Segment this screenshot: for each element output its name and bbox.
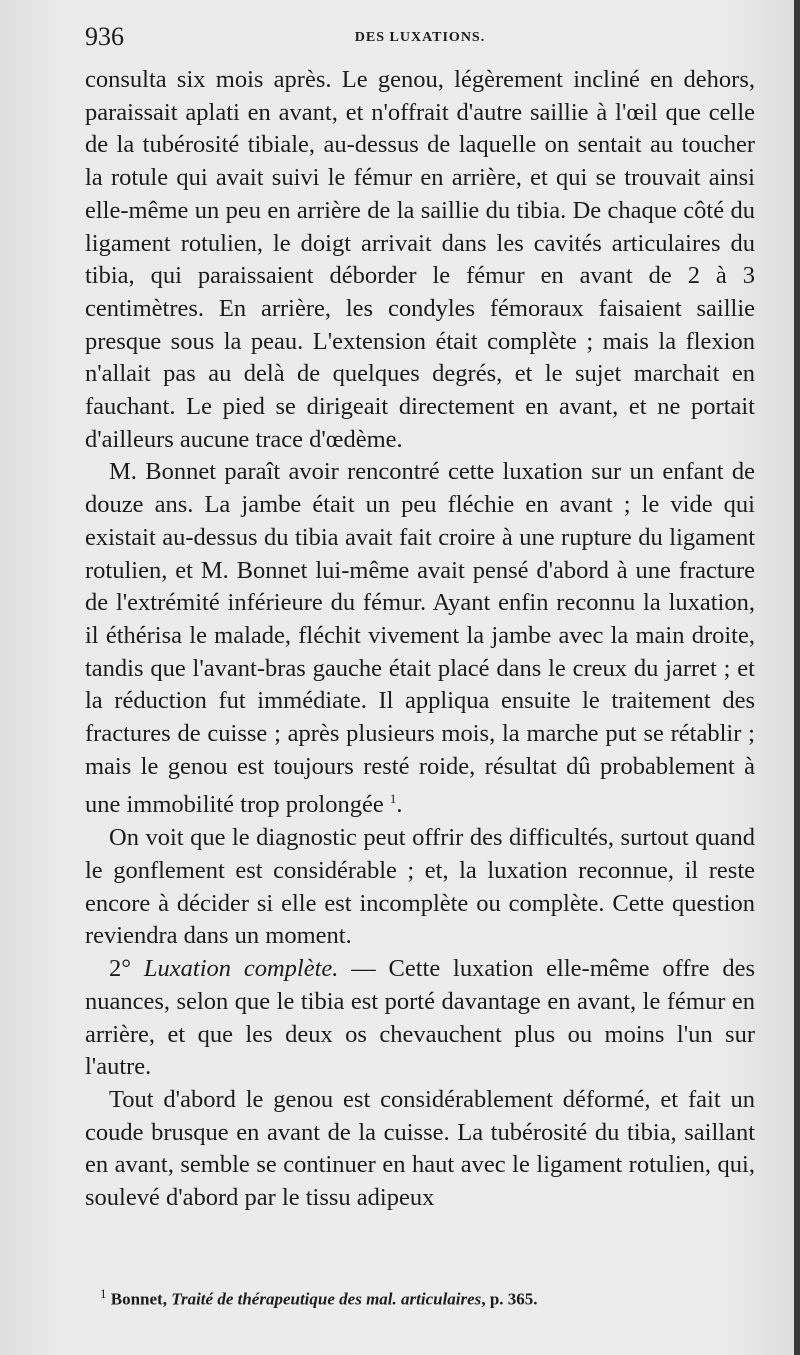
footnote-author: Bonnet, — [110, 1289, 172, 1309]
paragraph-2-text: M. Bonnet paraît avoir rencontré cette luxation sur un enfant de douze ans. La jambe était un peu fléchie en avant ; le vide qui existait au-dessus du tibia avait fait croire à une rupture du ligament rotulien, et M. Bonnet lui-même avait pensé d'abord à une fracture de l'extrémité inférieure du fémur. Ayant enfin reconnu la luxation, il éthérisa le malade, fléchit vivement la jambe avec la main droite, tandis que l'avant-bras gauche était placé dans le creux du jarret ; et la réduction fut immédiate. Il appliqua ensuite le traitement des fractures de cuisse ; après plusieurs mois, la marche put se rétablir ; mais le genou est toujours resté roide, résultat dû probablement à une immobilité trop prolongée — [85, 458, 755, 819]
page-header — [85, 22, 755, 52]
body-text — [85, 64, 755, 1215]
running-head: DES LUXATIONS. — [354, 30, 486, 45]
footnote-ref: 1 — [389, 791, 397, 807]
footnote-ref-text: , p. 365. — [481, 1289, 538, 1309]
paragraph-2-end: . — [396, 791, 403, 819]
section-number: 2° — [109, 955, 132, 983]
paragraph-4-text: — Cette luxation elle-même offre des nuances, selon que le tibia est porté davantage en avant, le fémur en arrière, et que les deux os chevauchent plus ou moins l'un sur l'autre. — [85, 955, 756, 1081]
paragraph-3: On voit que le diagnostic peut offrir des difficultés, surtout quand le gonflement est considérable ; et, la luxation reconnue, il reste encore à décider si elle est incomplète ou complète. Cette question reviendra dans un moment. — [85, 824, 755, 950]
footnote-number: 1 — [100, 1286, 107, 1301]
footnote — [100, 1286, 750, 1310]
paragraph-2 — [85, 456, 755, 822]
page-number: 936 — [85, 22, 124, 51]
paragraph-4 — [85, 953, 755, 1084]
page-edge — [794, 0, 800, 1355]
footnote-title: Traité de thérapeutique des mal. articulaires — [171, 1289, 482, 1309]
paragraph-5: Tout d'abord le genou est considérablement déformé, et fait un coude brusque en avant de la cuisse. La tubérosité du tibia, saillant en avant, semble se continuer en haut avec le ligament rotulien, qui, soulevé d'abord par le tissu adipeux — [85, 1085, 755, 1212]
paragraph-1: consulta six mois après. Le genou, légèrement incliné en dehors, paraissait aplati en avant, et n'offrait d'autre saillie à l'œil que celle de la tubérosité tibiale, au-dessus de laquelle on sentait au toucher la rotule qui avait suivi le fémur en arrière, et qui se trouvait ainsi elle-même un peu en arrière de la saillie du tibia. De chaque côté du ligament rotulien, le doigt arrivait dans les cavités articulaires du tibia, qui paraissaient déborder le fémur en avant de 2 à 3 centimètres. En arrière, les condyles fémoraux faisaient saillie presque sous la peau. L'extension était complète ; mais la flexion n'allait pas au delà de quelques degrés, et le sujet marchait en fauchant. Le pied se dirigeait directement en avant, et ne portait d'ailleurs aucune trace d'œdème. — [85, 66, 755, 453]
section-heading: Luxation complète. — [143, 955, 339, 983]
